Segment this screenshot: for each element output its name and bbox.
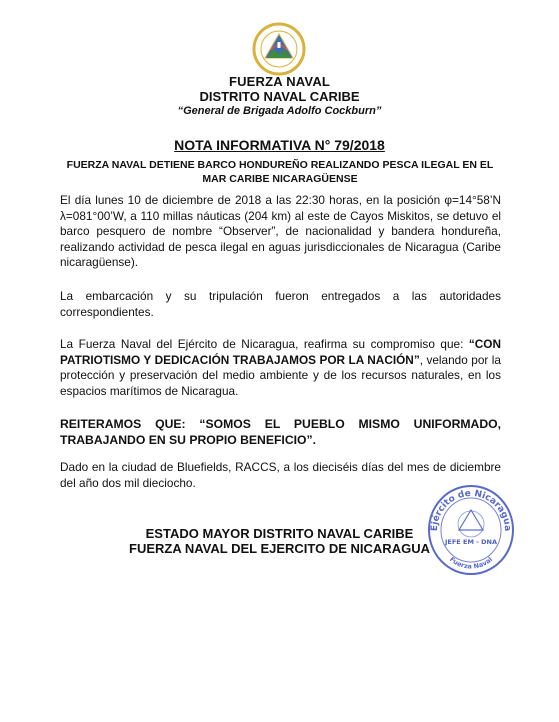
svg-text:Fuerza Naval: Fuerza Naval — [447, 555, 495, 571]
header-distrito-naval: DISTRITO NAVAL CARIBE — [199, 89, 360, 104]
commitment-motto: “CON PATRIOTISMO Y DEDICACIÓN TRABAJAMOS POR LA NACIÓN” — [60, 337, 501, 367]
header-general-name: “General de Brigada Adolfo Cockburn” — [177, 105, 382, 117]
paragraph-delivery: La embarcación y su tripulación fueron entregados a las autoridades correspondientes. — [60, 289, 501, 319]
svg-text:JEFE EM - DNA: JEFE EM - DNA — [445, 538, 497, 546]
official-stamp-icon — [425, 482, 517, 578]
news-headline: FUERZA NAVAL DETIENE BARCO HONDUREÑO REALIZANDO PESCA ILEGAL EN EL MAR CARIBE NICARAGÜENSE — [66, 159, 494, 185]
paragraph-dated: Dado en la ciudad de Bluefields, RACCS, a los dieciséis días del mes de diciembre del año dos mil dieciocho. — [60, 460, 501, 490]
paragraph-reiteration: REITERAMOS QUE: “SOMOS EL PUEBLO MISMO UNIFORMADO, TRABAJANDO EN SU PROPIO BENEFICIO”. — [60, 417, 501, 447]
nota-informativa-title: NOTA INFORMATIVA N° 79/2018 — [174, 137, 385, 153]
commitment-text-c: , velando por la protección y preservación del medio ambiente y de los recursos naturales, en los espacios marítimos de Nicaragua. — [60, 352, 501, 398]
signature-estado-mayor: ESTADO MAYOR DISTRITO NAVAL CARIBE — [145, 526, 414, 541]
paragraph-detention: El día lunes 10 de diciembre de 2018 a las 22:30 horas, en la posición φ=14°58’N λ=081°00’W, a 110 millas náuticas (204 km) al este de Cayos Miskitos, se detuvo el barco pesquero de nombre “Observer”, de nacionalidad y bandera hondureña, realizando actividad de pesca ilegal en aguas jurisdiccionales de Nicaragua (Caribe nicaragüense). — [60, 193, 501, 270]
svg-text:Ejército de Nicaragua: Ejército de Nicaragua — [429, 488, 513, 532]
signature-fuerza-naval: FUERZA NAVAL DEL EJERCITO DE NICARAGUA — [129, 541, 430, 556]
commitment-text-a: La Fuerza Naval del Ejército de Nicaragua, reafirma su compromiso que: — [60, 337, 469, 351]
header-fuerza-naval: FUERZA NAVAL — [228, 74, 331, 89]
paragraph-commitment — [60, 337, 501, 399]
nicaragua-coat-of-arms-icon — [252, 22, 306, 76]
